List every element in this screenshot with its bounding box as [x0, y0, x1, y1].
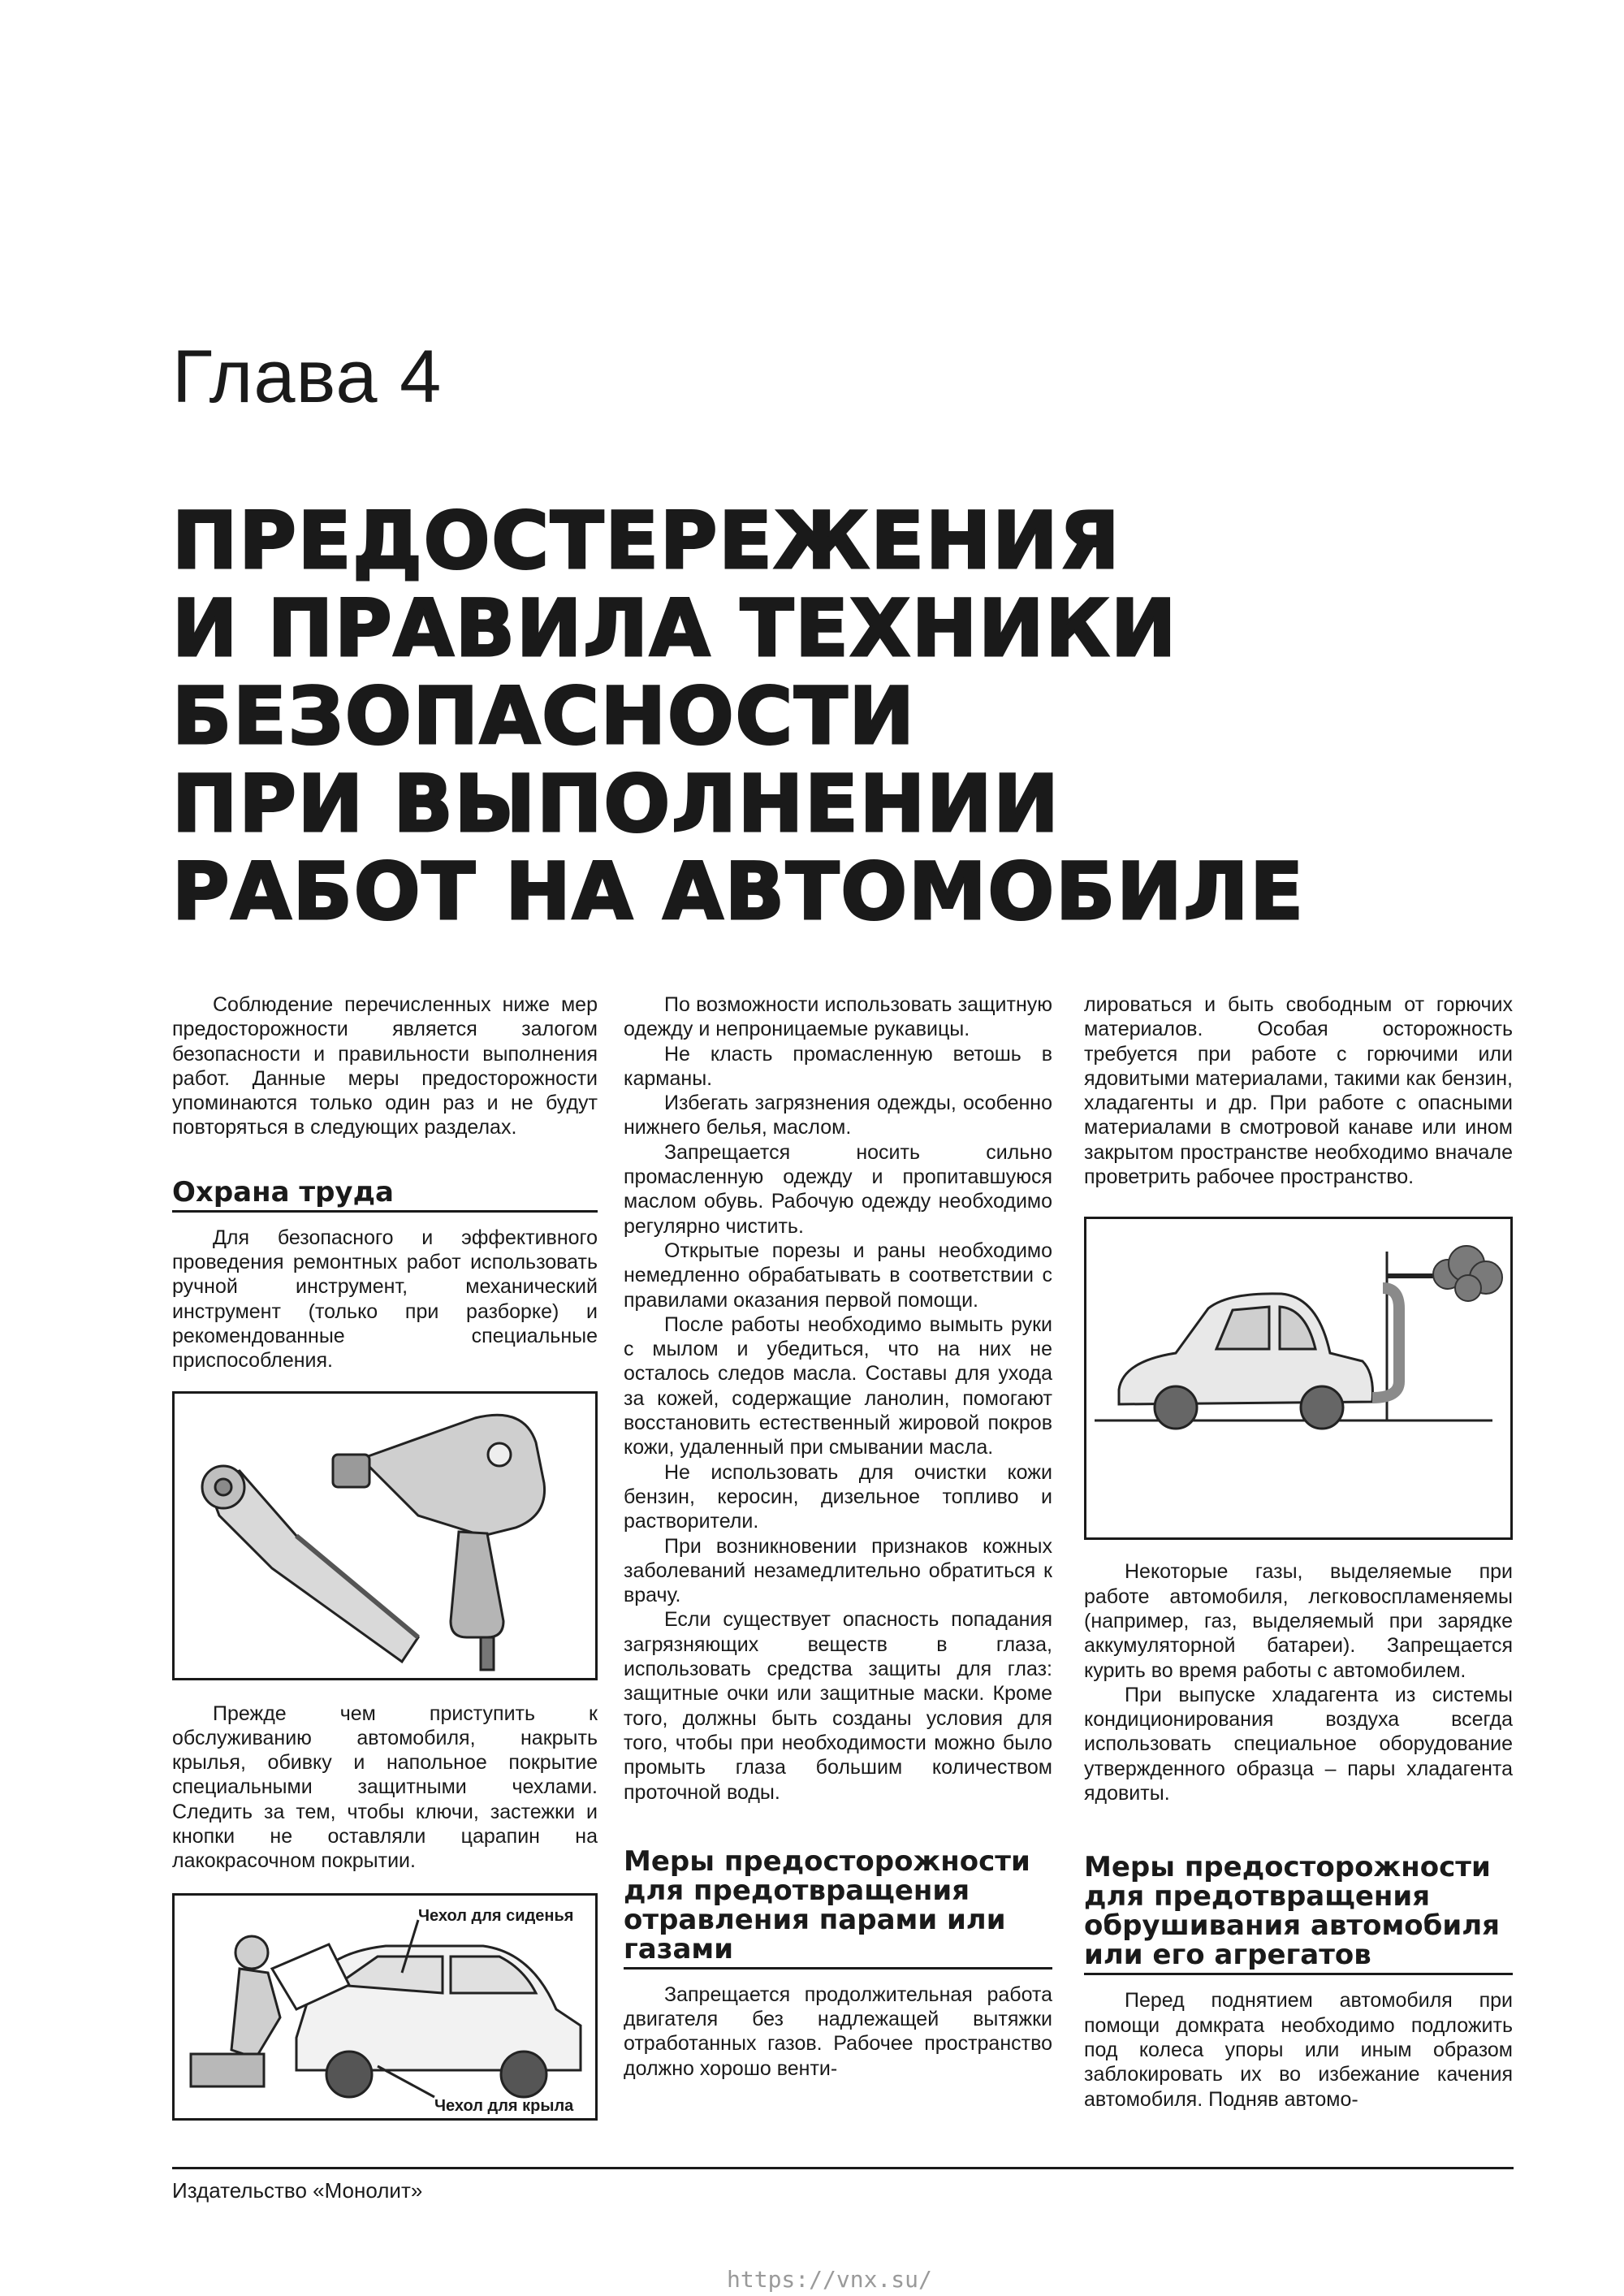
footer-divider: [172, 2167, 1514, 2169]
paragraph: Не использовать для очистки кожи бензин, керосин, дизельное топливо и растворители.: [624, 1460, 1052, 1533]
text-column-2: [624, 992, 1052, 2081]
paragraph: По возможности использовать защитную одежду и непроницаемые рукавицы.: [624, 993, 1052, 1041]
car-with-covers-illustration: [175, 1896, 595, 2118]
section-heading-labor-safety: Охрана труда: [172, 1178, 598, 1213]
paragraph: Прежде чем приступить к обслуживанию автомобиля, накрыть крылья, обивку и напольное покрытие специальными защитными чехлами. Следить за тем, чтобы ключи, застежки и кнопки не оставляли царапин на лакокрасочном покрытии.: [172, 1701, 598, 1873]
chapter-label: Глава 4: [172, 335, 443, 418]
figure-exhaust-extraction: [1084, 1217, 1513, 1540]
paragraph: Запрещается продолжительная работа двигателя без надлежащей вытяжки отработанных газов. Рабочее пространство должно хорошо венти-: [624, 1983, 1052, 2080]
source-url[interactable]: https://vnx.su/: [727, 2266, 932, 2293]
title-line: БЕЗОПАСНОСТИ: [172, 671, 916, 762]
publisher-name: Издательство «Монолит»: [172, 2178, 423, 2203]
title-line: ПРИ ВЫПОЛНЕНИИ: [172, 759, 1060, 850]
paragraph: Избегать загрязнения одежды, особенно нижнего белья, маслом.: [624, 1092, 1052, 1139]
figure-label-seat-cover: Чехол для сиденья: [418, 1906, 574, 1925]
title-line: РАБОТ НА АВТОМОБИЛЕ: [172, 846, 1305, 937]
paragraph: Открытые порезы и раны необходимо немедленно обрабатывать в соответствии с правилами оказания первой помощи.: [624, 1239, 1052, 1312]
paragraph: Запрещается носить сильно промасленную одежду и пропитавшуюся маслом обувь. Рабочую одежду необходимо регулярно чистить.: [624, 1140, 1052, 1238]
paragraph: При выпуске хладагента из системы кондиционирования воздуха всегда использовать специальное оборудование утвержденного образца – пары хладагента ядовиты.: [1084, 1683, 1513, 1805]
power-tools-illustration: [175, 1394, 595, 1678]
paragraph: После работы необходимо вымыть руки с мылом и убедиться, что на них не осталось следов масла. Составы для ухода за кожей, содержащие ланолин, помогают восстановить естественный жировой покров кожи, удаленный при смывании масла.: [624, 1312, 1052, 1459]
paragraph: Не класть промасленную ветошь в карманы.: [624, 1042, 1052, 1090]
paragraph: Для безопасного и эффективного проведения ремонтных работ использовать ручной инструмент, механический инструмент (только при разборке) и рекомендованные специальные приспособления.: [172, 1226, 598, 1373]
text-column-3: [1084, 992, 1513, 2112]
paragraph: При возникновении признаков кожных заболеваний незамедлительно обратиться к врачу.: [624, 1534, 1052, 1607]
title-line: И ПРАВИЛА ТЕХНИКИ: [172, 583, 1178, 674]
figure-protective-covers: [172, 1893, 598, 2121]
car-exhaust-illustration: [1086, 1219, 1510, 1537]
figure-power-tools: [172, 1391, 598, 1680]
paragraph: лироваться и быть свободным от горючих материалов. Особая осторожность требуется при работе с горючими или ядовитыми материалами, такими как бензин, хладагенты и др. При работе с опасными материалами в смотровой канаве или ином закрытом пространстве необходимо вначале проветрить рабочее пространство.: [1084, 993, 1513, 1189]
section-heading-vehicle-collapse: Меры предосторожности для предотвращения обрушивания автомобиля или его агрегатов: [1084, 1853, 1513, 1975]
figure-label-fender-cover: Чехол для крыла: [434, 2096, 574, 2115]
section-heading-gas-poisoning: Меры предосторожности для предотвращения отравления парами или газами: [624, 1847, 1052, 1970]
paragraph: Перед поднятием автомобиля при помощи домкрата необходимо подложить под колеса упоры или иным образом заблокировать их во избежание качения автомобиля. Подняв автомо-: [1084, 1989, 1513, 2111]
intro-paragraph: Соблюдение перечисленных ниже мер предосторожности является залогом безопасности и правильности выполнения работ. Данные меры предосторожности упоминаются только один раз и не будут повторяться в следующих разделах.: [172, 993, 598, 1139]
paragraph: Некоторые газы, выделяемые при работе автомобиля, легковоспламеняемы (например, газ, выделяемый при зарядке аккумуляторной батареи). Запрещается курить во время работы с автомобилем.: [1084, 1560, 1513, 1682]
title-line: ПРЕДОСТЕРЕЖЕНИЯ: [172, 495, 1121, 586]
text-column-1: [172, 992, 598, 2121]
chapter-title: [172, 497, 1305, 936]
paragraph: Если существует опасность попадания загрязняющих веществ в глаза, использовать средства защиты для глаз: защитные очки или защитные маски. Кроме того, должны быть созданы условия для того, чтобы при необходимости можно было промыть глаза большим количеством проточной воды.: [624, 1608, 1052, 1804]
